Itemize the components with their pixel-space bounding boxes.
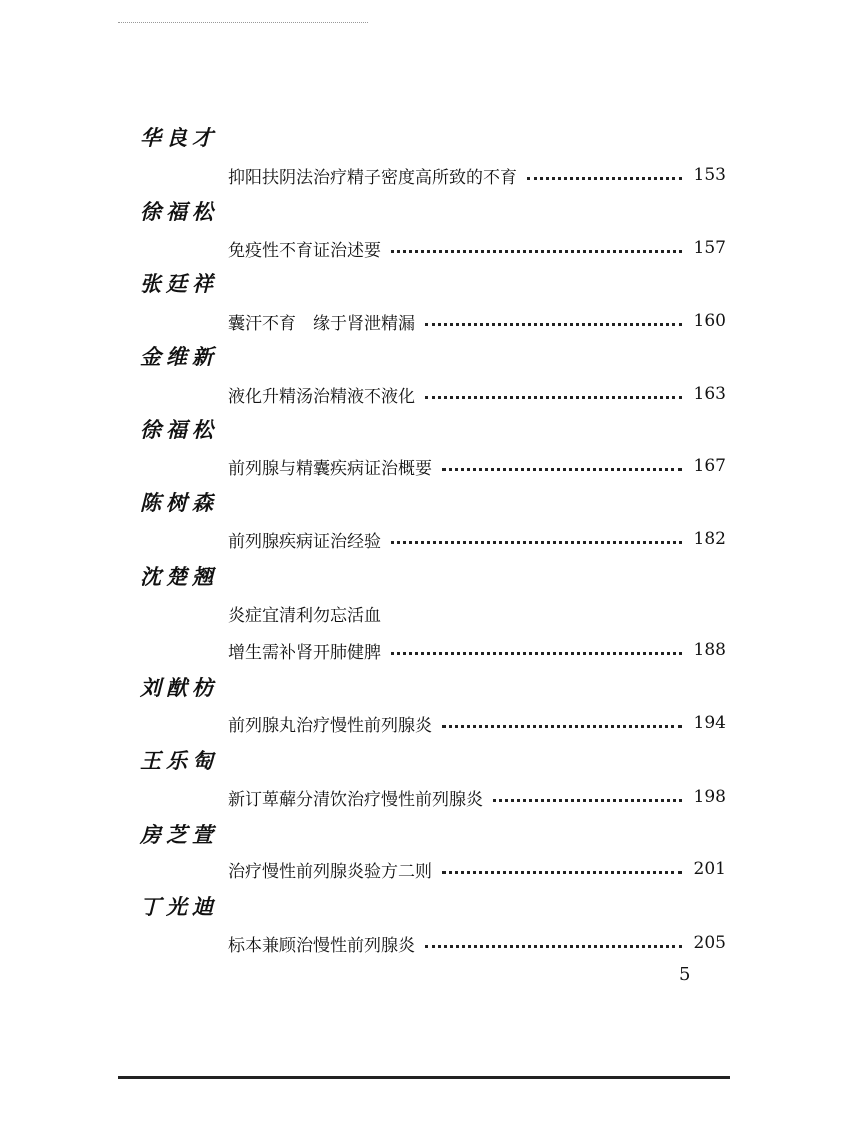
dot-leader [391,250,682,253]
author-name: 张廷祥 [140,271,218,296]
entry-page-number: 157 [693,238,726,258]
dot-leader [493,799,682,802]
entry-page-number: 205 [693,933,726,953]
entry-title: 囊汗不育 缘于肾泄精漏 [228,313,415,334]
entry-title: 液化升精汤治精液不液化 [228,386,415,407]
entry-title: 增生需补肾开肺健脾 [228,642,381,663]
footer-rule [118,1076,730,1079]
dot-leader [425,396,682,399]
toc-entry[interactable] [228,453,726,479]
dot-leader [442,725,682,728]
entry-title: 新订萆薢分清饮治疗慢性前列腺炎 [228,789,483,810]
entry-page-number: 201 [693,859,726,879]
toc-entry[interactable] [228,856,726,882]
entry-title: 免疫性不育证治述要 [228,240,381,261]
dot-leader [425,945,682,948]
author-name: 徐福松 [140,417,218,442]
toc-entry-line[interactable] [228,600,726,626]
entry-page-number: 182 [693,529,726,549]
header-rule [118,22,368,23]
author-name: 王乐匋 [140,748,218,773]
toc-entry[interactable] [228,710,726,736]
author-name: 金维新 [140,344,218,369]
entry-page-number: 153 [693,165,726,185]
author-name: 陈树森 [140,490,218,515]
author-name: 沈楚翘 [140,564,218,589]
toc-entry[interactable] [228,381,726,407]
dot-leader [425,323,682,326]
toc-entry[interactable] [228,784,726,810]
entry-title: 前列腺疾病证治经验 [228,531,381,552]
entry-title: 标本兼顾治慢性前列腺炎 [228,935,415,956]
entry-page-number: 188 [693,640,726,660]
author-name: 丁光迪 [140,894,218,919]
toc-entry[interactable] [228,308,726,334]
entry-page-number: 198 [693,787,726,807]
entry-page-number: 163 [693,384,726,404]
dot-leader [442,468,682,471]
page-number: 5 [679,964,691,985]
dot-leader [527,177,682,180]
entry-title: 治疗慢性前列腺炎验方二则 [228,861,432,882]
entry-title: 前列腺与精囊疾病证治概要 [228,458,432,479]
dot-leader [391,541,682,544]
dot-leader [391,652,682,655]
author-name: 刘猷枋 [140,675,218,700]
entry-title: 抑阳扶阴法治疗精子密度高所致的不育 [228,167,517,188]
toc-entry[interactable] [228,637,726,663]
entry-page-number: 167 [693,456,726,476]
entry-page-number: 194 [693,713,726,733]
toc-entry[interactable] [228,930,726,956]
dot-leader [442,871,682,874]
author-name: 房芝萱 [140,822,218,847]
toc-entry[interactable] [228,235,726,261]
toc-entry[interactable] [228,526,726,552]
toc-entry[interactable] [228,162,726,188]
entry-title: 前列腺丸治疗慢性前列腺炎 [228,715,432,736]
author-name: 徐福松 [140,199,218,224]
entry-page-number: 160 [693,311,726,331]
author-name: 华良才 [140,125,218,150]
entry-title: 炎症宜清利勿忘活血 [228,605,381,626]
